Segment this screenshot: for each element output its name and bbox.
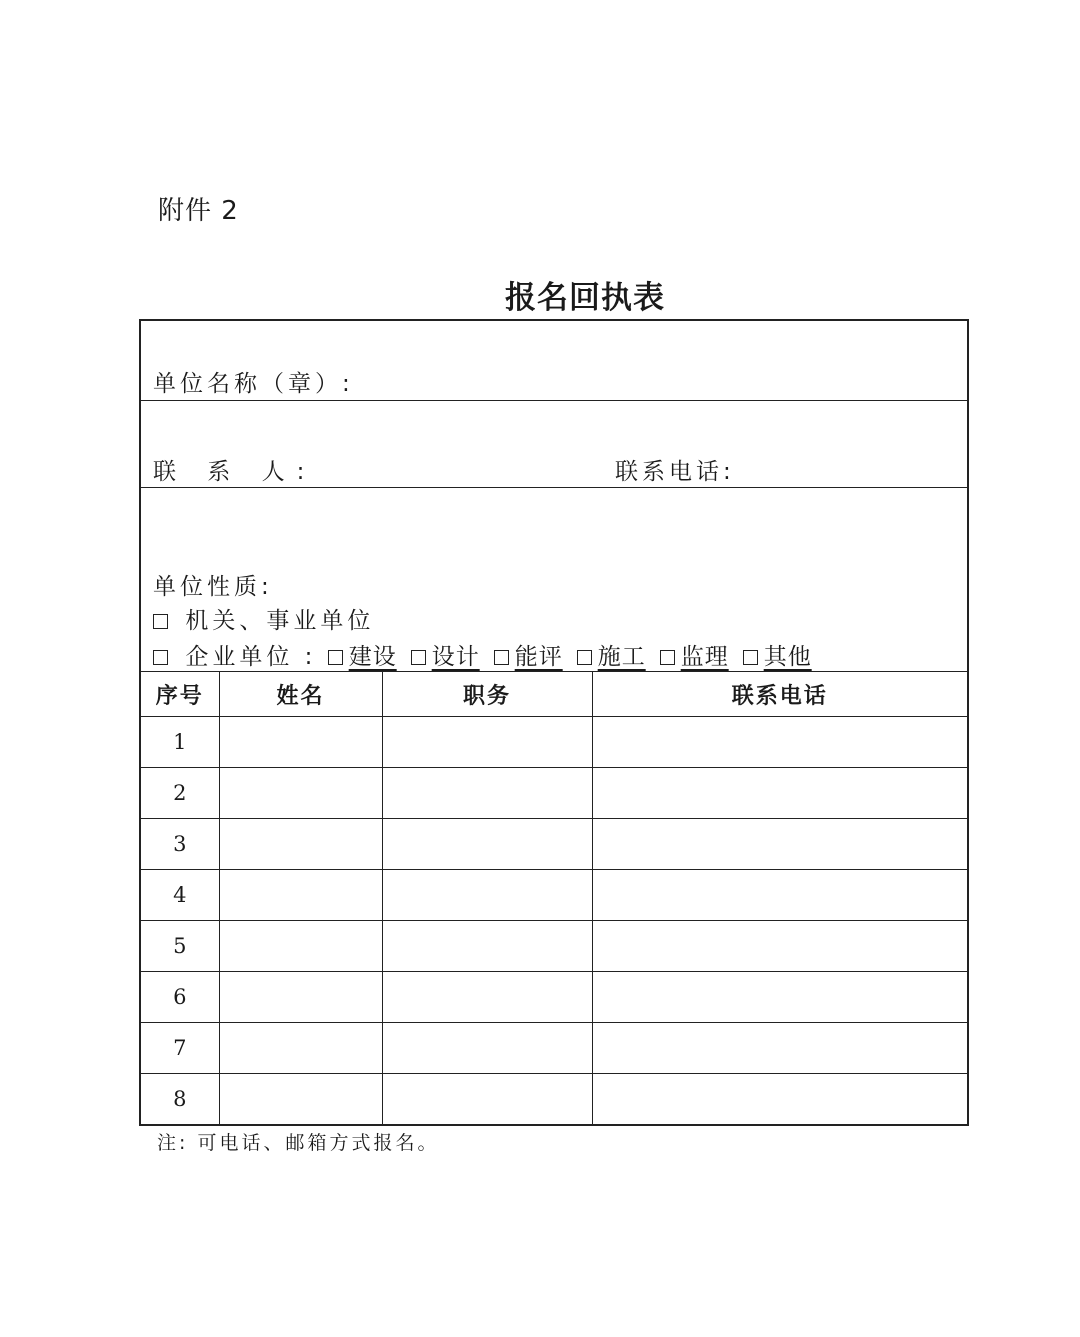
unit-name-row xyxy=(141,321,967,401)
table-header-row xyxy=(141,672,967,717)
contact-person-label: 联 系 人: xyxy=(153,459,317,485)
footnote: 注: 可电话、邮箱方式报名。 xyxy=(157,1132,440,1154)
enterprise-suboptions xyxy=(328,644,812,670)
position-cell[interactable] xyxy=(382,819,592,870)
option-enterprise-label: 企业单位 : xyxy=(185,644,317,670)
header-phone: 联系电话 xyxy=(592,672,967,717)
option-enterprise-row xyxy=(153,638,812,671)
suboption-label: 建设 xyxy=(348,644,397,670)
suboption-checkbox[interactable] xyxy=(494,650,509,665)
row-index-cell: 1 xyxy=(141,717,219,768)
table-row xyxy=(141,972,967,1023)
row-index-cell: 6 xyxy=(141,972,219,1023)
phone-cell[interactable] xyxy=(592,819,967,870)
suboption-checkbox[interactable] xyxy=(743,650,758,665)
phone-cell[interactable] xyxy=(592,972,967,1023)
name-cell[interactable] xyxy=(219,768,382,819)
suboption-checkbox[interactable] xyxy=(328,650,343,665)
enterprise-suboption xyxy=(411,644,480,670)
name-cell[interactable] xyxy=(219,972,382,1023)
name-cell[interactable] xyxy=(219,717,382,768)
option-government-row xyxy=(153,602,374,635)
suboption-label: 监理 xyxy=(680,644,729,670)
enterprise-suboption xyxy=(494,644,563,670)
phone-cell[interactable] xyxy=(592,870,967,921)
attachment-label: 附件 2 xyxy=(158,196,239,226)
row-index-cell: 2 xyxy=(141,768,219,819)
suboption-label: 施工 xyxy=(597,644,646,670)
position-cell[interactable] xyxy=(382,1023,592,1074)
position-cell[interactable] xyxy=(382,717,592,768)
phone-cell[interactable] xyxy=(592,1023,967,1074)
government-checkbox[interactable] xyxy=(153,614,168,629)
registration-form xyxy=(139,319,969,1126)
name-cell[interactable] xyxy=(219,870,382,921)
page-title: 报名回执表 xyxy=(505,280,665,316)
header-position: 职务 xyxy=(382,672,592,717)
table-row xyxy=(141,870,967,921)
suboption-label: 能评 xyxy=(514,644,563,670)
table-row xyxy=(141,1074,967,1125)
table-row xyxy=(141,819,967,870)
option-government-label: 机关、事业单位 xyxy=(185,608,375,634)
phone-cell[interactable] xyxy=(592,1074,967,1125)
suboption-checkbox[interactable] xyxy=(411,650,426,665)
position-cell[interactable] xyxy=(382,972,592,1023)
position-cell[interactable] xyxy=(382,1074,592,1125)
suboption-checkbox[interactable] xyxy=(660,650,675,665)
row-index-cell: 5 xyxy=(141,921,219,972)
table-row xyxy=(141,1023,967,1074)
phone-cell[interactable] xyxy=(592,921,967,972)
unit-nature-label: 单位性质: xyxy=(153,574,273,600)
contact-row xyxy=(141,401,967,488)
enterprise-suboption xyxy=(577,644,646,670)
table-row xyxy=(141,921,967,972)
name-cell[interactable] xyxy=(219,1023,382,1074)
phone-cell[interactable] xyxy=(592,717,967,768)
table-row xyxy=(141,717,967,768)
suboption-checkbox[interactable] xyxy=(577,650,592,665)
contact-phone-label: 联系电话: xyxy=(615,459,735,485)
unit-name-label: 单位名称（章）: xyxy=(153,371,354,397)
enterprise-suboption xyxy=(743,644,812,670)
name-cell[interactable] xyxy=(219,819,382,870)
unit-nature-row xyxy=(141,488,967,672)
row-index-cell: 7 xyxy=(141,1023,219,1074)
header-name: 姓名 xyxy=(219,672,382,717)
position-cell[interactable] xyxy=(382,921,592,972)
enterprise-suboption xyxy=(660,644,729,670)
suboption-label: 设计 xyxy=(431,644,480,670)
row-index-cell: 8 xyxy=(141,1074,219,1125)
row-index-cell: 3 xyxy=(141,819,219,870)
header-index: 序号 xyxy=(141,672,219,717)
phone-cell[interactable] xyxy=(592,768,967,819)
suboption-label: 其他 xyxy=(763,644,812,670)
position-cell[interactable] xyxy=(382,768,592,819)
attendee-table xyxy=(141,672,967,1124)
name-cell[interactable] xyxy=(219,921,382,972)
position-cell[interactable] xyxy=(382,870,592,921)
enterprise-suboption xyxy=(328,644,397,670)
enterprise-checkbox[interactable] xyxy=(153,650,168,665)
table-row xyxy=(141,768,967,819)
name-cell[interactable] xyxy=(219,1074,382,1125)
row-index-cell: 4 xyxy=(141,870,219,921)
